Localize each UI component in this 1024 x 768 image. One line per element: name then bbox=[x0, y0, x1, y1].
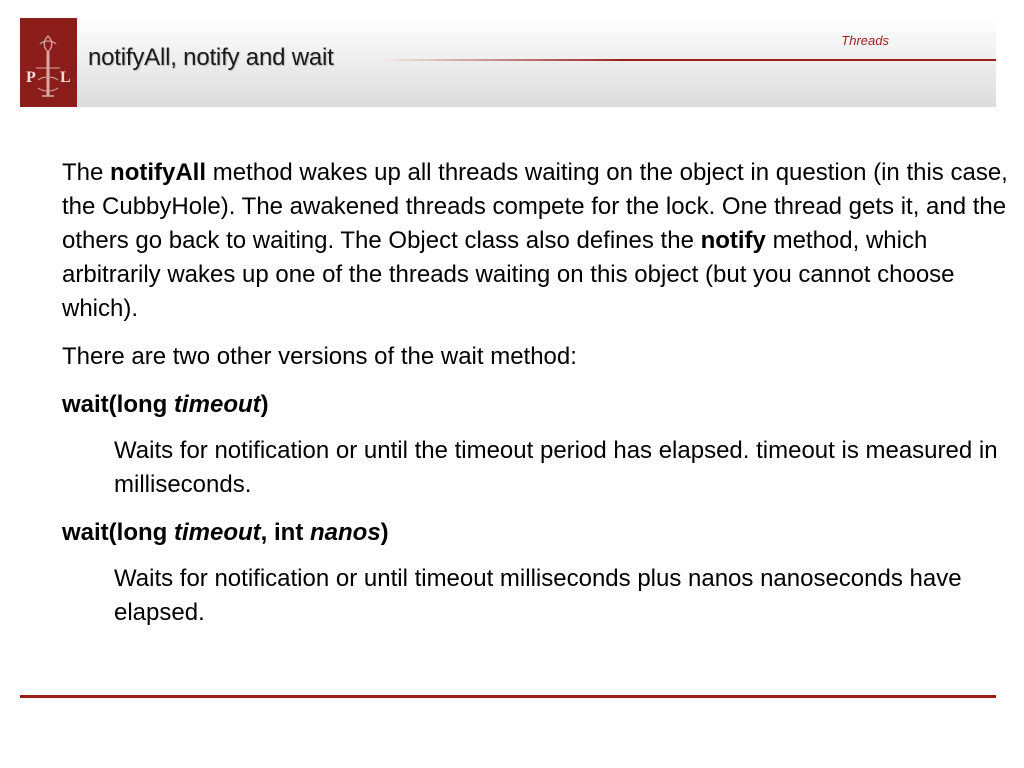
svg-text:L: L bbox=[60, 69, 71, 86]
section-label: Threads bbox=[841, 33, 889, 48]
slide-content bbox=[62, 156, 1012, 644]
description-wait-timeout: Waits for notification or until the timeout period has elapsed. timeout is measured in milliseconds. bbox=[114, 437, 998, 498]
header-rule bbox=[380, 59, 996, 61]
signature-wait-timeout: wait(long timeout) bbox=[62, 391, 269, 418]
param-timeout: timeout bbox=[173, 519, 261, 546]
signature-wait-timeout-nanos: wait(long timeout, int nanos) bbox=[62, 519, 389, 546]
footer-rule bbox=[20, 695, 996, 698]
description-wait-timeout-nanos: Waits for notification or until timeout milliseconds plus nanos nanoseconds have elapsed. bbox=[114, 565, 962, 626]
svg-text:P: P bbox=[26, 69, 36, 86]
keyword-notifyall: notifyAll bbox=[110, 159, 207, 186]
paragraph-wait-versions: There are two other versions of the wait method: bbox=[62, 343, 577, 370]
keyword-notify: notify bbox=[700, 227, 766, 254]
paragraph-notifyall: The notifyAll method wakes up all threads waiting on the object in question (in this case, the CubbyHole). The awakened threads compete for the lock. One thread gets it, and the others go back to waiting. The Object class also defines the notify method, which arbitrarily wakes up one of the threads waiting on this object (but you cannot choose which). bbox=[62, 159, 1008, 322]
logo-emblem-icon bbox=[20, 18, 77, 107]
param-timeout: timeout bbox=[173, 391, 261, 418]
university-logo bbox=[20, 18, 77, 107]
param-nanos: nanos bbox=[309, 519, 381, 546]
page-title: notifyAll, notify and wait bbox=[88, 44, 334, 71]
